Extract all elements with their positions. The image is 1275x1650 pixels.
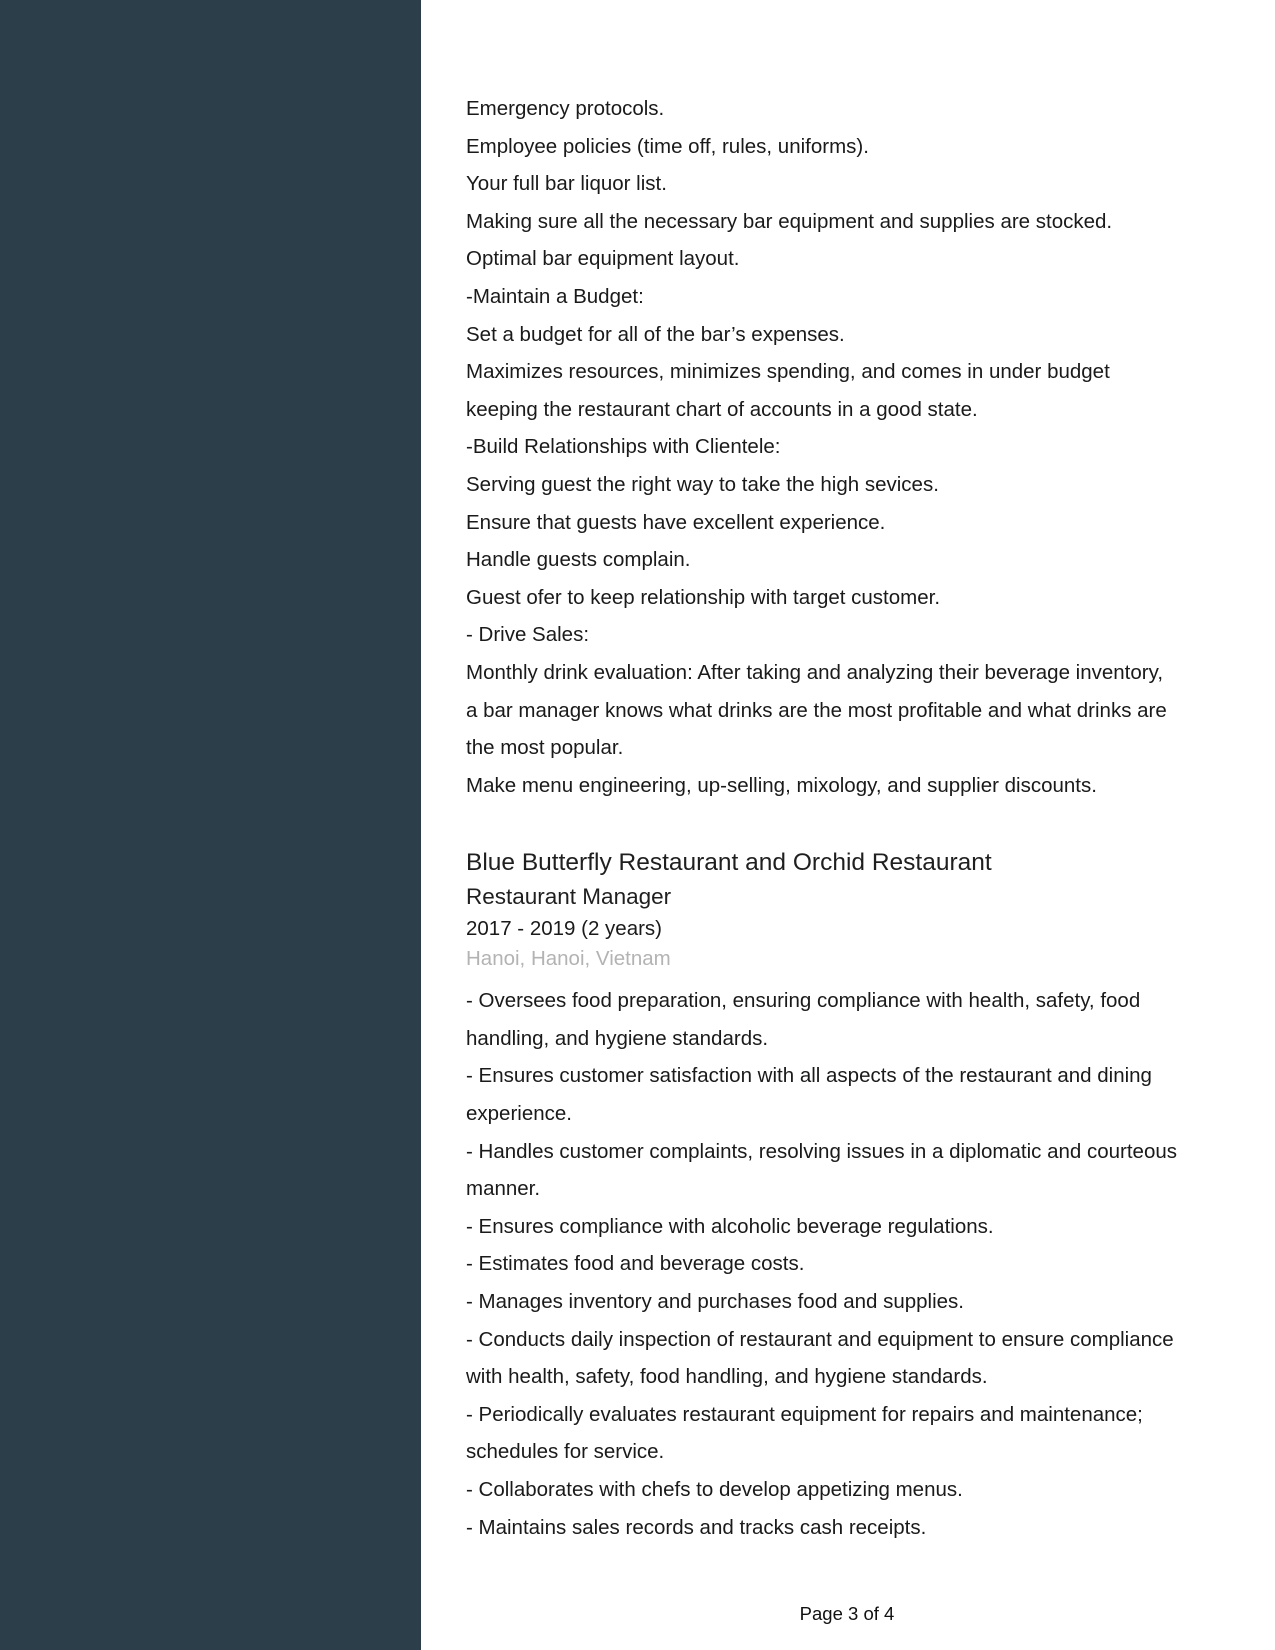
duty-line: - Manages inventory and purchases food and supplies. [466,1290,965,1314]
duty-line: experience. [466,1102,572,1126]
duty-line: - Ensures customer satisfaction with all aspects of the restaurant and dining [466,1064,1152,1088]
responsibilities-list [466,90,1236,804]
responsibility-line: Ensure that guests have excellent experience. [466,510,886,534]
duty-line: schedules for service. [466,1440,665,1464]
responsibility-line: Guest ofer to keep relationship with target customer. [466,585,941,609]
responsibility-line: keeping the restaurant chart of accounts in a good state. [466,397,978,421]
responsibility-heading: -Maintain a Budget: [466,284,644,308]
responsibility-line: Employee policies (time off, rules, uniforms). [466,134,869,158]
responsibility-heading: -Build Relationships with Clientele: [466,435,781,459]
duty-line: handling, and hygiene standards. [466,1026,769,1050]
main-content [466,90,1236,1546]
duty-line: - Oversees food preparation, ensuring compliance with health, safety, food [466,989,1141,1013]
page-number: Page 3 of 4 [799,1603,895,1624]
responsibility-line: Optimal bar equipment layout. [466,247,740,271]
job-entry [466,846,1236,1546]
job-dates: 2017 - 2019 (2 years) [466,917,663,941]
job-location: Hanoi, Hanoi, Vietnam [466,947,671,971]
sidebar-panel [0,0,421,1650]
duty-line: - Collaborates with chefs to develop appetizing menus. [466,1478,963,1501]
responsibility-line: the most popular. [466,736,624,760]
duty-line: manner. [466,1177,541,1201]
responsibility-line: Emergency protocols. [466,97,665,120]
duty-line: - Estimates food and beverage costs. [466,1252,805,1276]
responsibility-line: Your full bar liquor list. [466,172,667,196]
responsibility-line: Handle guests complain. [466,548,691,572]
responsibility-line: Monthly drink evaluation: After taking and analyzing their beverage inventory, [466,660,1164,684]
responsibility-line: Set a budget for all of the bar’s expenses. [466,322,845,346]
duty-line: with health, safety, food handling, and hygiene standards. [466,1365,988,1389]
duty-line: - Ensures compliance with alcoholic beverage regulations. [466,1214,994,1238]
duty-line: - Periodically evaluates restaurant equipment for repairs and maintenance; [466,1402,1143,1426]
duty-line: - Maintains sales records and tracks cash receipts. [466,1515,927,1539]
duty-line: - Handles customer complaints, resolving issues in a diplomatic and courteous [466,1139,1178,1163]
responsibility-line: Serving guest the right way to take the high sevices. [466,472,939,496]
responsibility-line: a bar manager knows what drinks are the most profitable and what drinks are [466,698,1167,722]
responsibility-heading: - Drive Sales: [466,623,590,647]
responsibility-line: Making sure all the necessary bar equipment and supplies are stocked. [466,209,1113,233]
responsibility-line: Maximizes resources, minimizes spending, and comes in under budget [466,360,1110,384]
company-name: Blue Butterfly Restaurant and Orchid Restaurant [466,849,992,877]
duty-line: - Conducts daily inspection of restaurant and equipment to ensure compliance [466,1327,1174,1351]
job-duties-list [466,982,1236,1546]
job-title: Restaurant Manager [466,884,672,910]
responsibility-line: Make menu engineering, up-selling, mixology, and supplier discounts. [466,773,1097,797]
